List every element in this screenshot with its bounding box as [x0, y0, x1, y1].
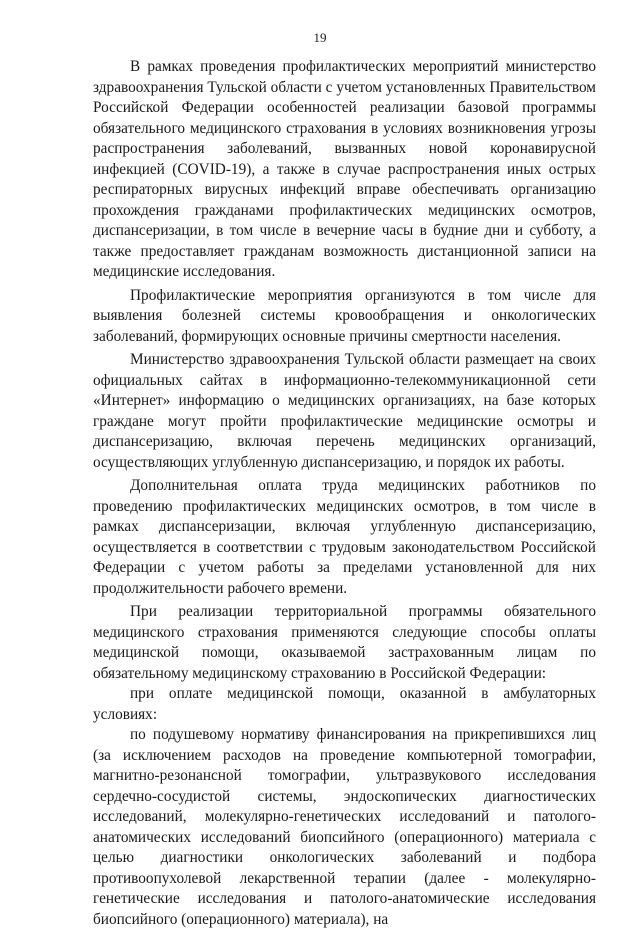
- paragraph-preventive-aims: Профилактические мероприятия организуются в том числе для выявления болезней системы кровообращения и онкологических заболеваний, формирующих основные причины смертности населения.: [93, 286, 596, 345]
- page-number: 19: [313, 30, 327, 45]
- paragraph-ministry-websites: Министерство здравоохранения Тульской области размещает на своих официальных сайтах в информационно-телекоммуникационной сети «Интернет» информацию о медицинских организациях, на базе которых граждане могут пройти профилактические медицинские осмотры и диспансеризацию, включая перечень медицинских организаций, осуществляющих углубленную диспансеризацию, и порядок их работы.: [93, 351, 596, 471]
- paragraph-per-capita-standard: по подушевому нормативу финансирования на прикрепившихся лиц (за исключением расходов на проведение компьютерной томографии, магнитно-резонансной томографии, ультразвукового исследования сердечно-сосудистой системы, эндоскопических диагностических исследований, молекулярно-генетических исследований и патолого-анатомических исследований биопсийного (операционного) материала с целью диагностики онкологических заболеваний и подбора противоопухолевой лекарственной терапии (далее - молекулярно-генетические исследования и патолого-анатомические исследования биопсийного (операционного) материала), на: [93, 726, 596, 928]
- paragraph-additional-pay: Дополнительная оплата труда медицинских работников по проведению профилактических медицинских осмотров, в том числе в рамках диспансеризации, включая углубленную диспансеризацию, осуществляется в соответствии с трудовым законодательством Российской Федерации с учетом работы за пределами установленной для них продолжительности рабочего времени.: [93, 477, 596, 597]
- document-body: [93, 57, 596, 930]
- paragraph-covid-preventive-measures: В рамках проведения профилактических мероприятий министерство здравоохранения Тульской области с учетом установленных Правительством Российской Федерации особенностей реализации базовой программы обязательного медицинского страхования в условиях возникновения угрозы распространения заболеваний, вызванных новой коронавирусной инфекцией (COVID-19), а также в случае распространения иных острых респираторных вирусных инфекций вправе обеспечивать организацию прохождения гражданами профилактических медицинских осмотров, диспансеризации, в том числе в вечерние часы в будние дни и субботу, а также предоставляет гражданам возможность дистанционной записи на медицинские исследования.: [93, 58, 596, 280]
- paragraph-payment-methods: При реализации территориальной программы обязательного медицинского страхования применяются следующие способы оплаты медицинской помощи, оказываемой застрахованным лицам по обязательному медицинскому страхованию в Российской Федерации:: [93, 603, 596, 682]
- paragraph-outpatient-payment: при оплате медицинской помощи, оказанной в амбулаторных условиях:: [93, 685, 596, 723]
